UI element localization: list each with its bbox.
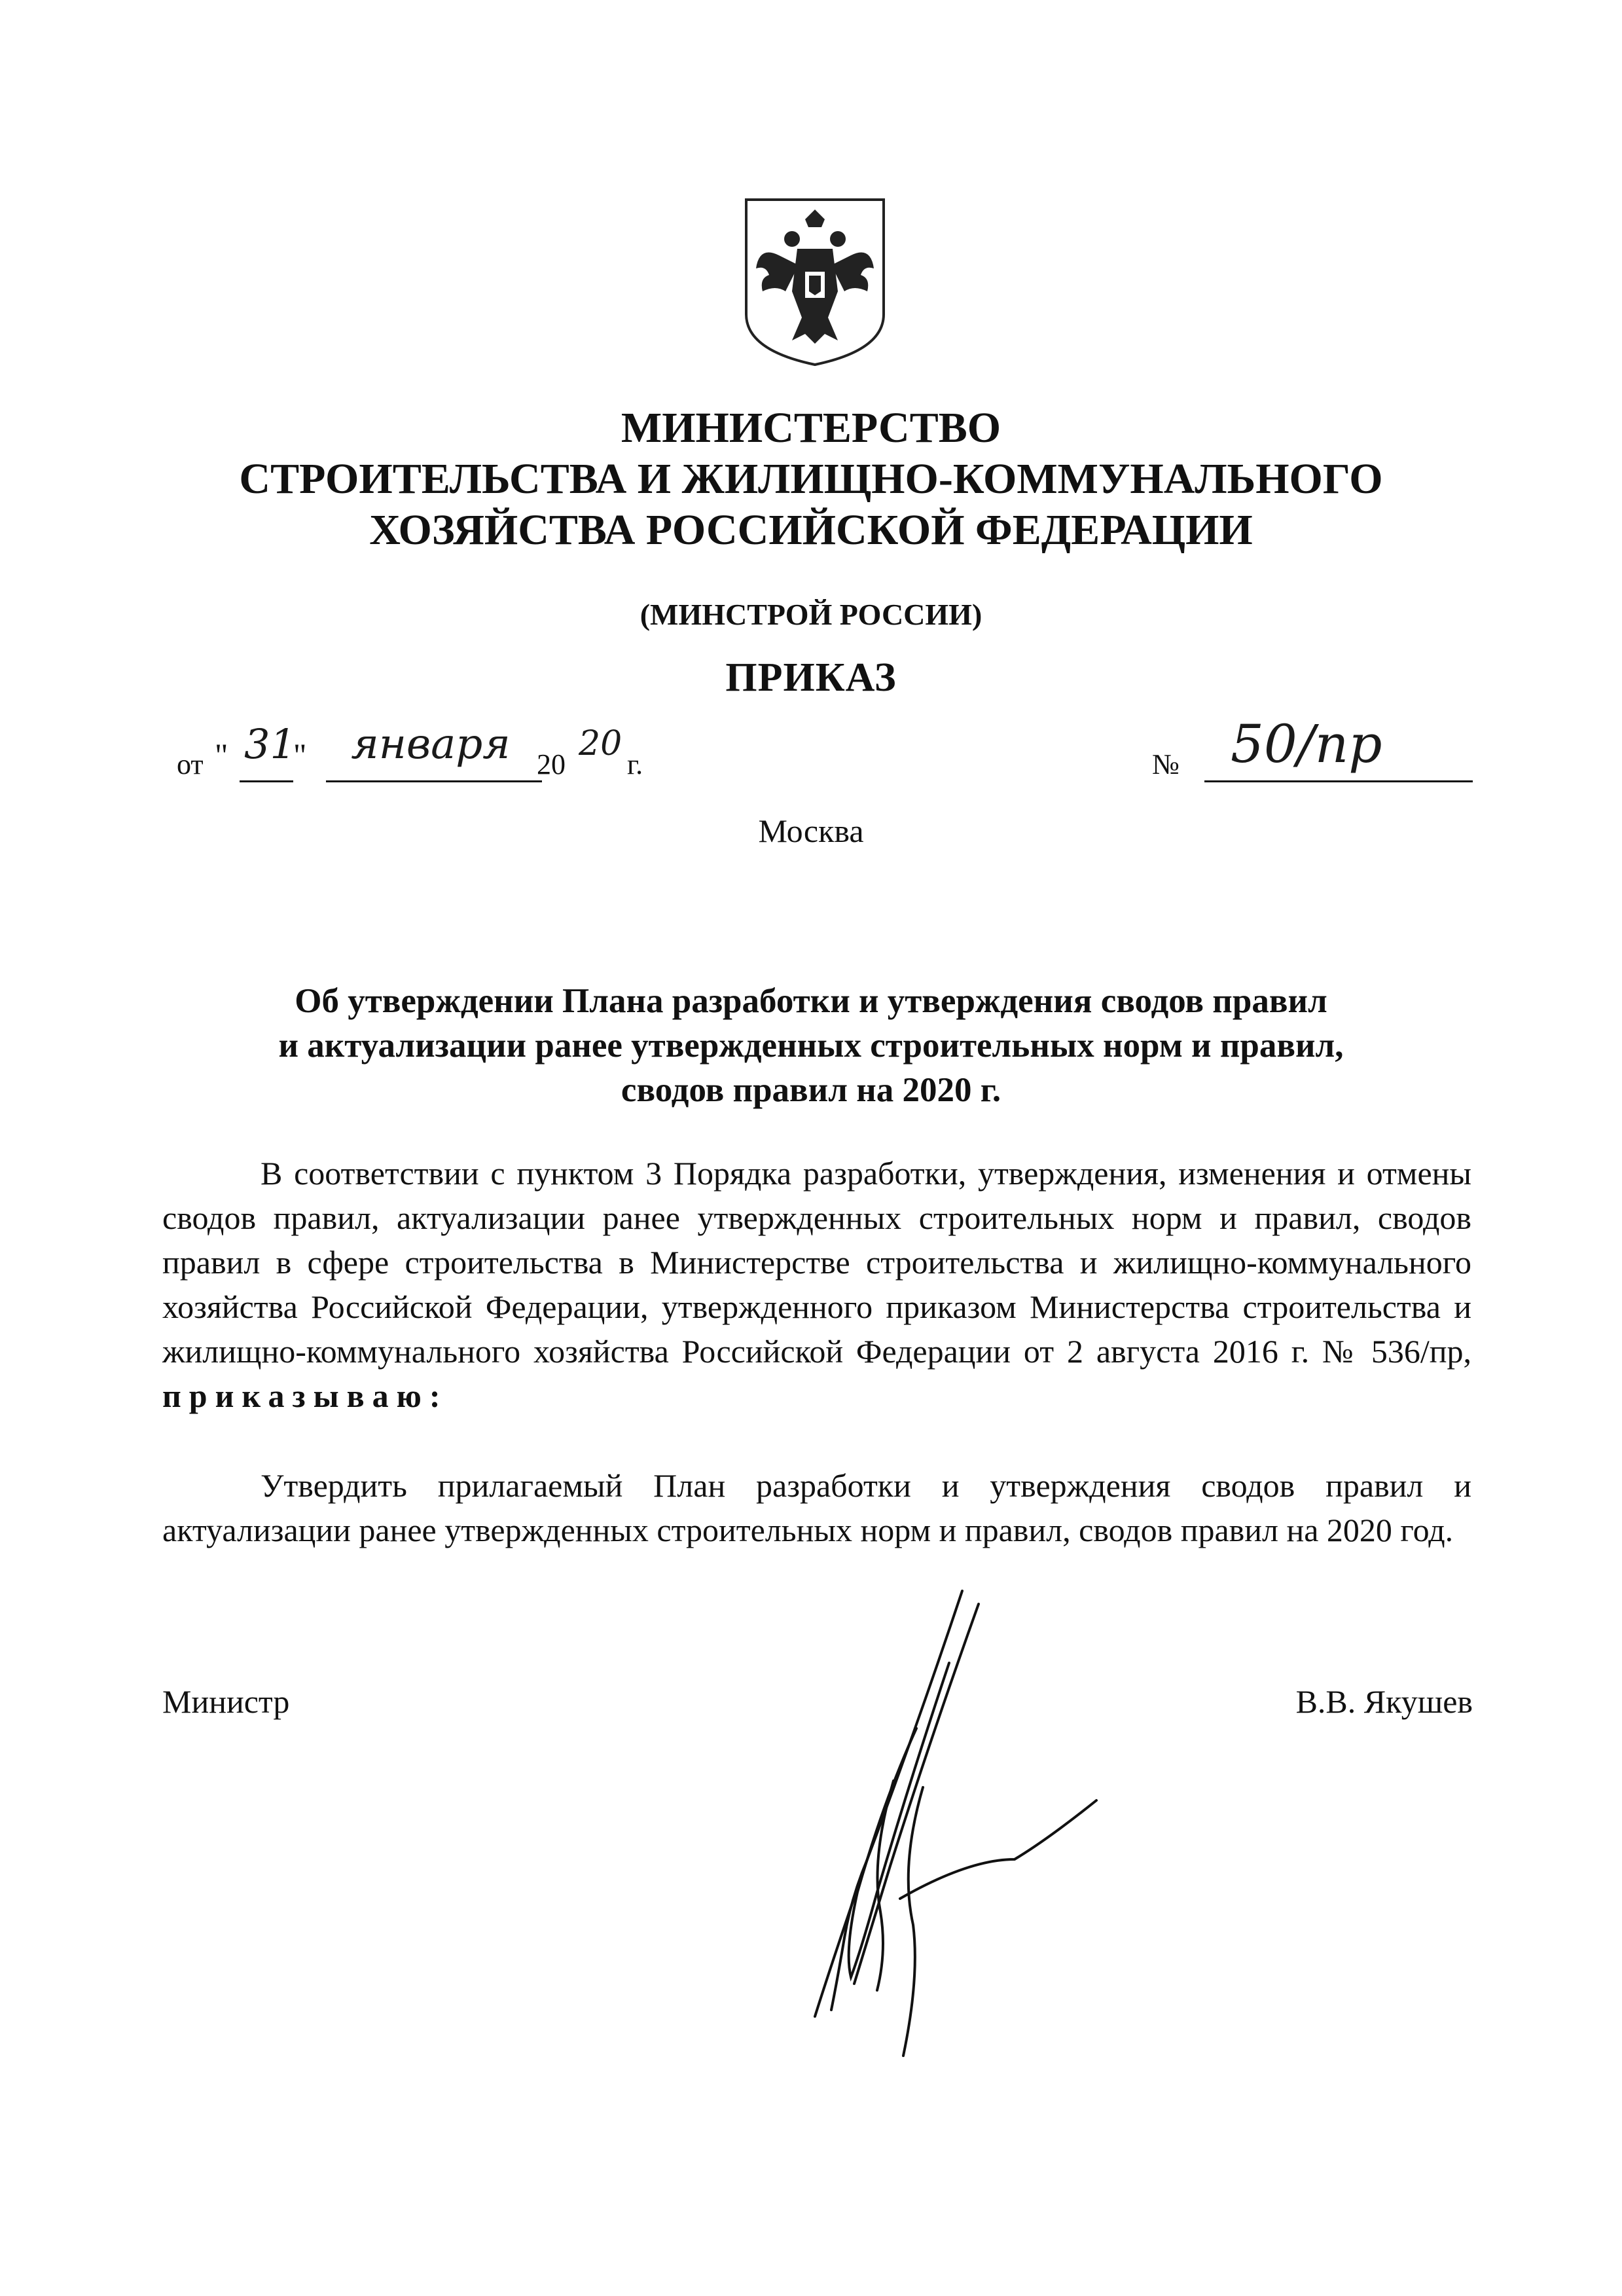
month-underline (326, 780, 542, 782)
ministry-name-line1: МИНИСТЕРСТВО (621, 404, 1001, 452)
date-day: 31 (244, 720, 296, 768)
document-type: ПРИКАЗ (725, 655, 897, 700)
order-number (1152, 714, 1473, 786)
ministry-name-line2: СТРОИТЕЛЬСТВА И ЖИЛИЩНО-КОММУНАЛЬНОГО (239, 455, 1383, 503)
open-quote: " (215, 737, 228, 773)
city: Москва (758, 812, 864, 849)
signer-name: В.В. Якушев (1295, 1683, 1473, 1720)
handwritten-signature (753, 1584, 1119, 2108)
date-month: января (351, 720, 511, 769)
body-paragraph-2-text: Утвердить прилагаемый План разработки и утверждения сводов правил и актуализации ранее утвержденных строительных норм и правил, сводов правил на 2020 год. (162, 1467, 1471, 1548)
body-paragraph-1-text: В соответствии с пунктом 3 Порядка разработки, утверждения, изменения и отмены сводов правил, актуализации ранее утвержденных строительных норм и правил, сводов правил в сфере строительства в Министерстве строительства и жилищно-коммунального хозяйства Российской Федерации, утвержденного приказом Министерства строительства и жилищно-коммунального хозяйства Российской Федерации от 2 августа 2016 г. № 536/пр, (162, 1155, 1471, 1370)
ministry-short-name: (МИНСТРОЙ РОССИИ) (640, 598, 982, 631)
date-prefix: от (177, 748, 204, 780)
day-underline (240, 780, 293, 782)
number-sign: № (1152, 748, 1180, 780)
order-date (162, 720, 660, 786)
close-quote: " (293, 737, 307, 773)
number-underline (1204, 780, 1473, 782)
order-title-line3: сводов правил на 2020 г. (621, 1071, 1001, 1109)
order-title-line1: Об утверждении Плана разработки и утверждения сводов правил (295, 982, 1327, 1020)
ministry-name-line3: ХОЗЯЙСТВА РОССИЙСКОЙ ФЕДЕРАЦИИ (369, 506, 1253, 554)
signer-position: Министр (162, 1683, 290, 1720)
date-year-prefix: 20 (537, 748, 566, 780)
order-number-value: 50/пр (1231, 714, 1382, 774)
order-title-line2: и актуализации ранее утвержденных строительных норм и правил, (278, 1027, 1344, 1065)
date-year-mark: г. (627, 748, 643, 780)
date-year-suffix: 20 (579, 724, 622, 763)
body-paragraph-2 (162, 1463, 1471, 1552)
body-paragraph-1 (162, 1151, 1471, 1418)
coat-of-arms-icon (740, 193, 890, 370)
order-directive: приказываю: (162, 1377, 448, 1414)
